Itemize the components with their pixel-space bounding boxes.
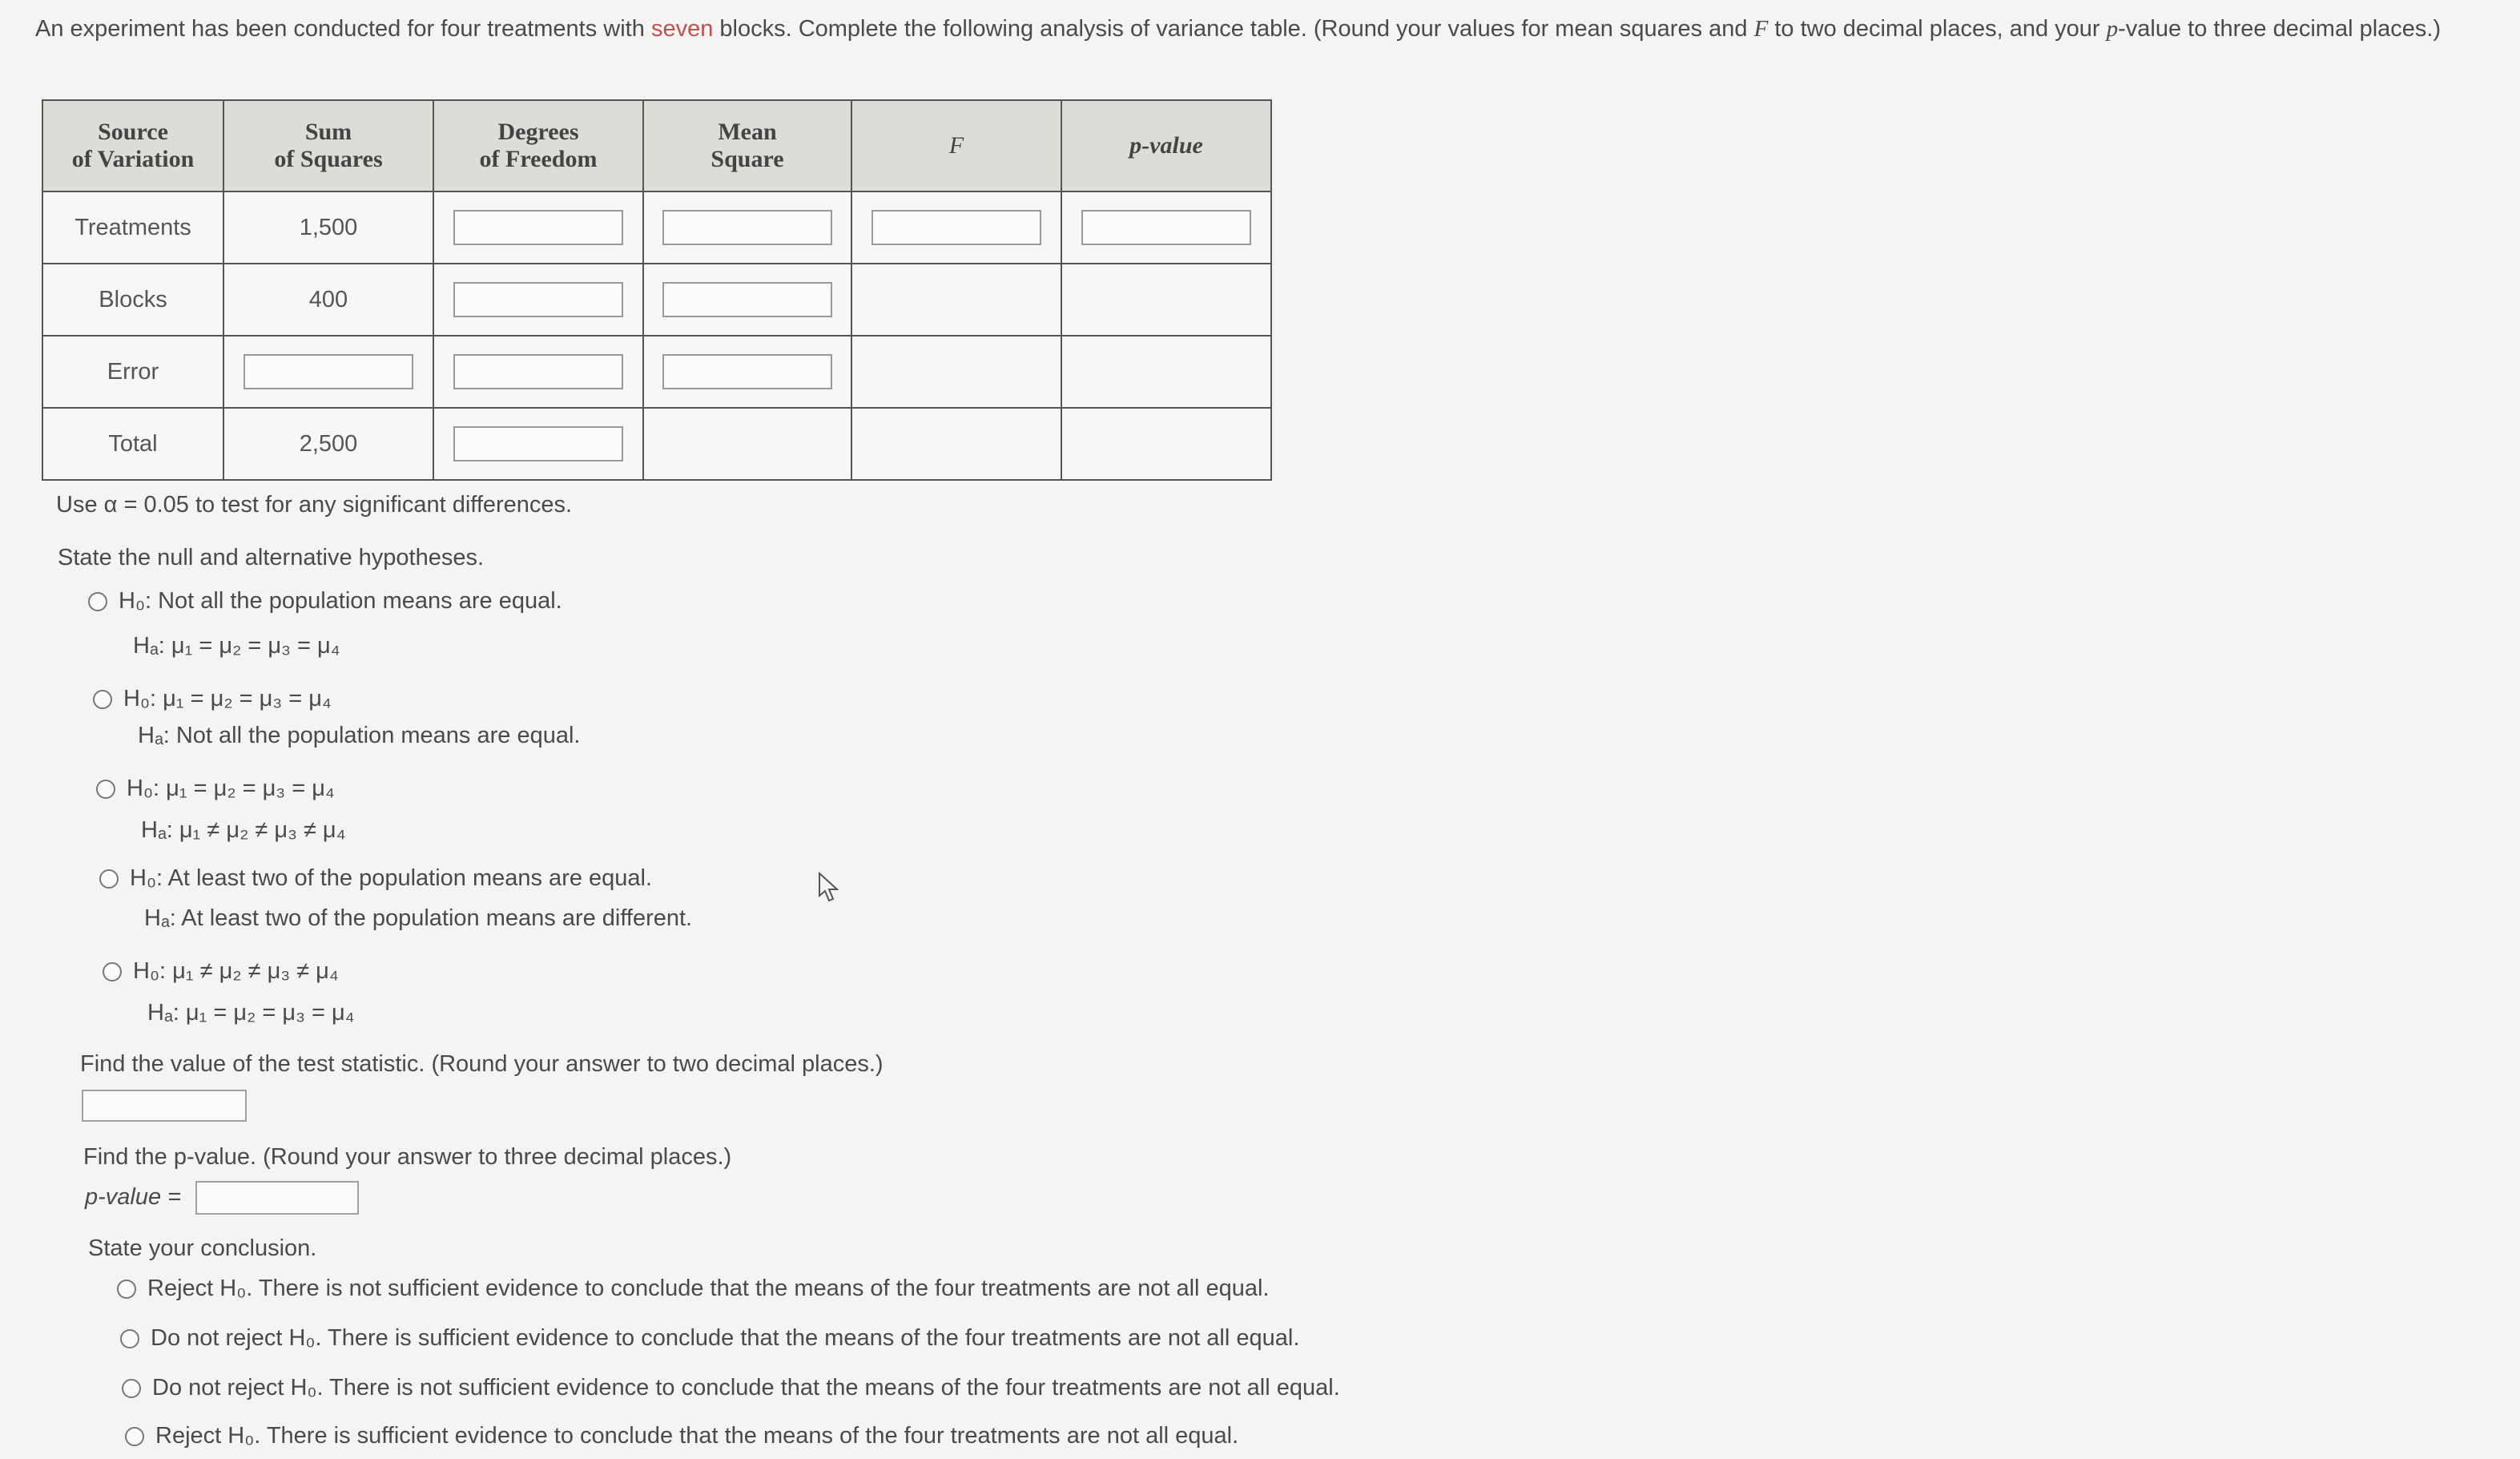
intro-text-3: to two decimal places, and your: [1768, 16, 2107, 42]
intro-p-symbol: p: [2106, 16, 2119, 42]
hypothesis-option-2-ha: Hₐ: Not all the population means are equal.: [138, 723, 581, 748]
intro-text-4: -value to three decimal places.): [2118, 16, 2442, 42]
header-source: Source of Variation: [42, 100, 223, 191]
test-statistic-prompt: Find the value of the test statistic. (Round your answer to two decimal places.): [80, 1051, 884, 1077]
intro-highlight: seven: [650, 16, 714, 42]
p-value-input[interactable]: [195, 1181, 359, 1215]
f-total-empty: [851, 408, 1061, 480]
intro-text-2: blocks. Complete the following analysis of variance table. (Round your values for mean squares and: [713, 16, 1754, 42]
p-value-prompt: Find the p-value. (Round your answer to three decimal places.): [83, 1144, 732, 1170]
row-label-blocks: Blocks: [42, 264, 223, 336]
conclusion-option-2[interactable]: Do not reject H₀. There is sufficient evidence to conclude that the means of the four treatments are not all equal.: [120, 1325, 1299, 1352]
header-f: F: [851, 100, 1061, 191]
table-row: [42, 191, 1271, 264]
hypothesis-option-5[interactable]: H₀: μ₁ ≠ μ₂ ≠ μ₃ ≠ μ₄: [103, 958, 339, 985]
f-error-empty: [851, 336, 1061, 408]
anova-header-row: [42, 100, 1271, 191]
mouse-cursor-icon: [817, 872, 841, 904]
ss-blocks: 400: [223, 264, 433, 336]
radio-button[interactable]: [103, 962, 122, 981]
header-p-value: p-value: [1061, 100, 1271, 191]
p-total-empty: [1061, 408, 1271, 480]
radio-button[interactable]: [96, 780, 115, 799]
hypothesis-option-1[interactable]: H₀: Not all the population means are equal.: [88, 588, 562, 615]
radio-button[interactable]: [93, 690, 112, 709]
p-value-treatments-input[interactable]: [1081, 210, 1251, 245]
ss-error-input[interactable]: [244, 354, 413, 389]
hypothesis-option-4[interactable]: H₀: At least two of the population means are equal.: [99, 865, 652, 892]
alpha-statement: Use α = 0.05 to test for any significant differences.: [56, 492, 573, 518]
conclusion-option-4[interactable]: Reject H₀. There is sufficient evidence to conclude that the means of the four treatments are not all equal.: [125, 1423, 1238, 1449]
table-row: [42, 408, 1271, 480]
hypothesis-option-4-ha: Hₐ: At least two of the population means are different.: [144, 905, 693, 931]
f-treatments-input[interactable]: [872, 210, 1041, 245]
f-blocks-empty: [851, 264, 1061, 336]
p-error-empty: [1061, 336, 1271, 408]
radio-button[interactable]: [88, 592, 107, 611]
hypotheses-prompt: State the null and alternative hypotheses.: [58, 545, 485, 570]
row-label-error: Error: [42, 336, 223, 408]
row-label-total: Total: [42, 408, 223, 480]
row-label-treatments: Treatments: [42, 191, 223, 264]
hypothesis-option-3[interactable]: H₀: μ₁ = μ₂ = μ₃ = μ₄: [96, 776, 335, 802]
df-error-input[interactable]: [453, 354, 623, 389]
header-degrees-of-freedom: Degrees of Freedom: [433, 100, 643, 191]
intro-text-1: An experiment has been conducted for four treatments with: [35, 16, 651, 42]
hypothesis-option-5-ha: Hₐ: μ₁ = μ₂ = μ₃ = μ₄: [147, 1000, 355, 1026]
df-total-input[interactable]: [453, 426, 623, 461]
table-row: [42, 336, 1271, 408]
intro-f-symbol: F: [1753, 16, 1769, 42]
radio-button[interactable]: [125, 1427, 144, 1446]
conclusion-prompt: State your conclusion.: [88, 1235, 317, 1261]
ms-total-empty: [643, 408, 851, 480]
radio-button[interactable]: [122, 1379, 141, 1398]
table-row: [42, 264, 1271, 336]
question-intro: [35, 13, 2478, 46]
df-treatments-input[interactable]: [453, 210, 623, 245]
df-blocks-input[interactable]: [453, 282, 623, 317]
ms-error-input[interactable]: [662, 354, 832, 389]
ms-treatments-input[interactable]: [662, 210, 832, 245]
p-blocks-empty: [1061, 264, 1271, 336]
radio-button[interactable]: [99, 869, 119, 889]
conclusion-option-1[interactable]: Reject H₀. There is not sufficient evidence to conclude that the means of the four treatments are not all equal.: [117, 1276, 1270, 1302]
radio-button[interactable]: [117, 1280, 136, 1299]
anova-table: [42, 99, 1272, 481]
header-mean-square: Mean Square: [643, 100, 851, 191]
ss-total: 2,500: [223, 408, 433, 480]
radio-button[interactable]: [120, 1329, 139, 1348]
p-value-label: p-value =: [85, 1184, 182, 1210]
conclusion-option-3[interactable]: Do not reject H₀. There is not sufficient evidence to conclude that the means of the four treatments are not all equal.: [122, 1375, 1340, 1401]
header-sum-of-squares: Sum of Squares: [223, 100, 433, 191]
ss-treatments: 1,500: [223, 191, 433, 264]
hypothesis-option-2[interactable]: H₀: μ₁ = μ₂ = μ₃ = μ₄: [93, 686, 332, 712]
hypothesis-option-1-ha: Hₐ: μ₁ = μ₂ = μ₃ = μ₄: [133, 633, 340, 659]
test-statistic-input[interactable]: [82, 1090, 247, 1122]
hypothesis-option-3-ha: Hₐ: μ₁ ≠ μ₂ ≠ μ₃ ≠ μ₄: [141, 817, 346, 843]
ms-blocks-input[interactable]: [662, 282, 832, 317]
